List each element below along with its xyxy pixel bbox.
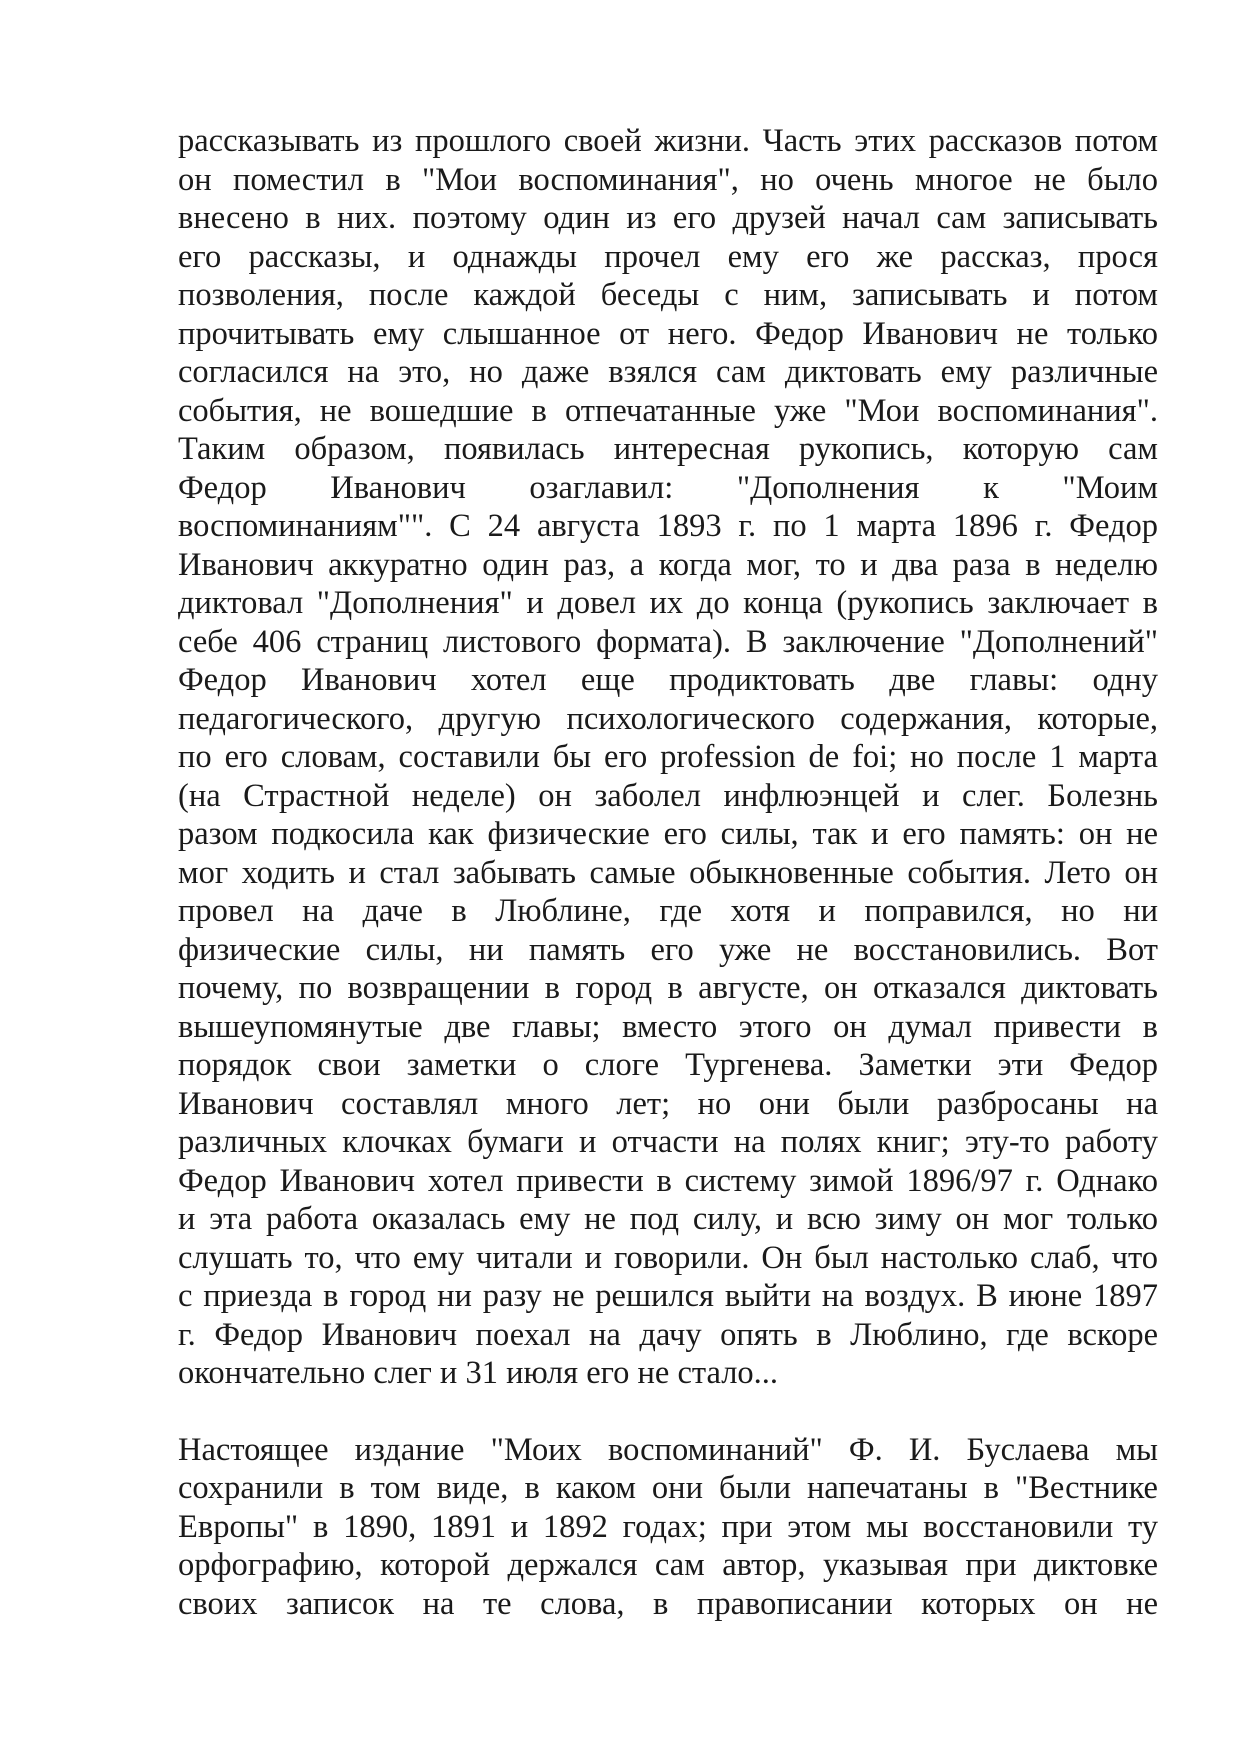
text-line: порядок свои заметки о слоге Тургенева. Заметки эти Федор bbox=[178, 1047, 1158, 1083]
paragraph-spacer bbox=[178, 1393, 1158, 1431]
text-line: события, не вошедшие в отпечатанные уже "Мои воспоминания". bbox=[178, 392, 1158, 429]
text-line: вышеупомянутые две главы; вместо этого он думал привести в bbox=[178, 1008, 1158, 1045]
text-line: с приезда в город ни разу не решился выйти на воздух. В июне 1897 bbox=[178, 1278, 1158, 1314]
text-line: провел на даче в Люблине, где хотя и поправился, но ни bbox=[178, 893, 1158, 929]
text-line: мог ходить и стал забывать самые обыкновенные события. Лето он bbox=[178, 854, 1158, 891]
text-line: прочитывать ему слышанное от него. Федор Иванович не только bbox=[178, 315, 1158, 352]
text-line: себе 406 страниц листового формата). В заключение "Дополнений" bbox=[178, 623, 1158, 660]
text-line: его рассказы, и однажды прочел ему его же рассказ, прося bbox=[178, 238, 1158, 275]
text-line: (на Страстной неделе) он заболел инфлюэнцей и слег. Болезнь bbox=[178, 777, 1158, 814]
text-line: Европы" в 1890, 1891 и 1892 годах; при этом мы восстановили ту bbox=[178, 1508, 1158, 1545]
text-line: различных клочках бумаги и отчасти на полях книг; эту-то работу bbox=[178, 1124, 1158, 1160]
text-line: разом подкосила как физические его силы, так и его память: он не bbox=[178, 816, 1158, 852]
text-line: по его словам, составили бы его profession de foi; но после 1 марта bbox=[178, 739, 1158, 775]
text-line: сохранили в том виде, в каком они были напечатаны в "Вестнике bbox=[178, 1470, 1158, 1506]
text-line: диктовал "Дополнения" и довел их до конца (рукопись заключает в bbox=[178, 585, 1158, 621]
document-page bbox=[178, 122, 1158, 1623]
text-line: Иванович составлял много лет; но они были разбросаны на bbox=[178, 1085, 1158, 1122]
text-line: педагогического, другую психологического содержания, которые, bbox=[178, 700, 1158, 737]
text-line: Федор Иванович озаглавил: "Дополнения к "Моим bbox=[178, 469, 1158, 506]
text-line: Таким образом, появилась интересная рукопись, которую сам bbox=[178, 431, 1158, 467]
text-line: позволения, после каждой беседы с ним, записывать и потом bbox=[178, 277, 1158, 313]
text-line: Иванович аккуратно один раз, а когда мог, то и два раза в неделю bbox=[178, 546, 1158, 583]
text-line: согласился на это, но даже взялся сам диктовать ему различные bbox=[178, 354, 1158, 390]
text-line: окончательно слег и 31 июля его не стало... bbox=[178, 1355, 779, 1391]
text-line: Федор Иванович хотел привести в систему зимой 1896/97 г. Однако bbox=[178, 1162, 1158, 1199]
text-line: рассказывать из прошлого своей жизни. Часть этих рассказов потом bbox=[178, 123, 1158, 159]
text-line: слушать то, что ему читали и говорили. Он был настолько слаб, что bbox=[178, 1239, 1158, 1276]
text-line: внесено в них. поэтому один из его друзей начал сам записывать bbox=[178, 200, 1158, 236]
paragraph-1 bbox=[178, 122, 1158, 1393]
text-line: г. Федор Иванович поехал на дачу опять в Люблино, где вскоре bbox=[178, 1316, 1158, 1353]
text-line: орфографию, которой держался сам автор, указывая при диктовке bbox=[178, 1547, 1158, 1583]
text-line: физические силы, ни память его уже не восстановились. Вот bbox=[178, 931, 1158, 968]
paragraph-2 bbox=[178, 1431, 1158, 1624]
text-line: он поместил в "Мои воспоминания", но очень многое не было bbox=[178, 161, 1158, 198]
text-line: своих записок на те слова, в правописании которых он не bbox=[178, 1585, 1158, 1622]
text-line: Федор Иванович хотел еще продиктовать две главы: одну bbox=[178, 662, 1158, 698]
text-line: и эта работа оказалась ему не под силу, и всю зиму он мог только bbox=[178, 1201, 1158, 1237]
text-line: воспоминаниям"". С 24 августа 1893 г. по 1 марта 1896 г. Федор bbox=[178, 508, 1158, 544]
text-line: почему, по возвращении в город в августе, он отказался диктовать bbox=[178, 970, 1158, 1006]
text-line: Настоящее издание "Моих воспоминаний" Ф. И. Буслаева мы bbox=[178, 1431, 1158, 1468]
